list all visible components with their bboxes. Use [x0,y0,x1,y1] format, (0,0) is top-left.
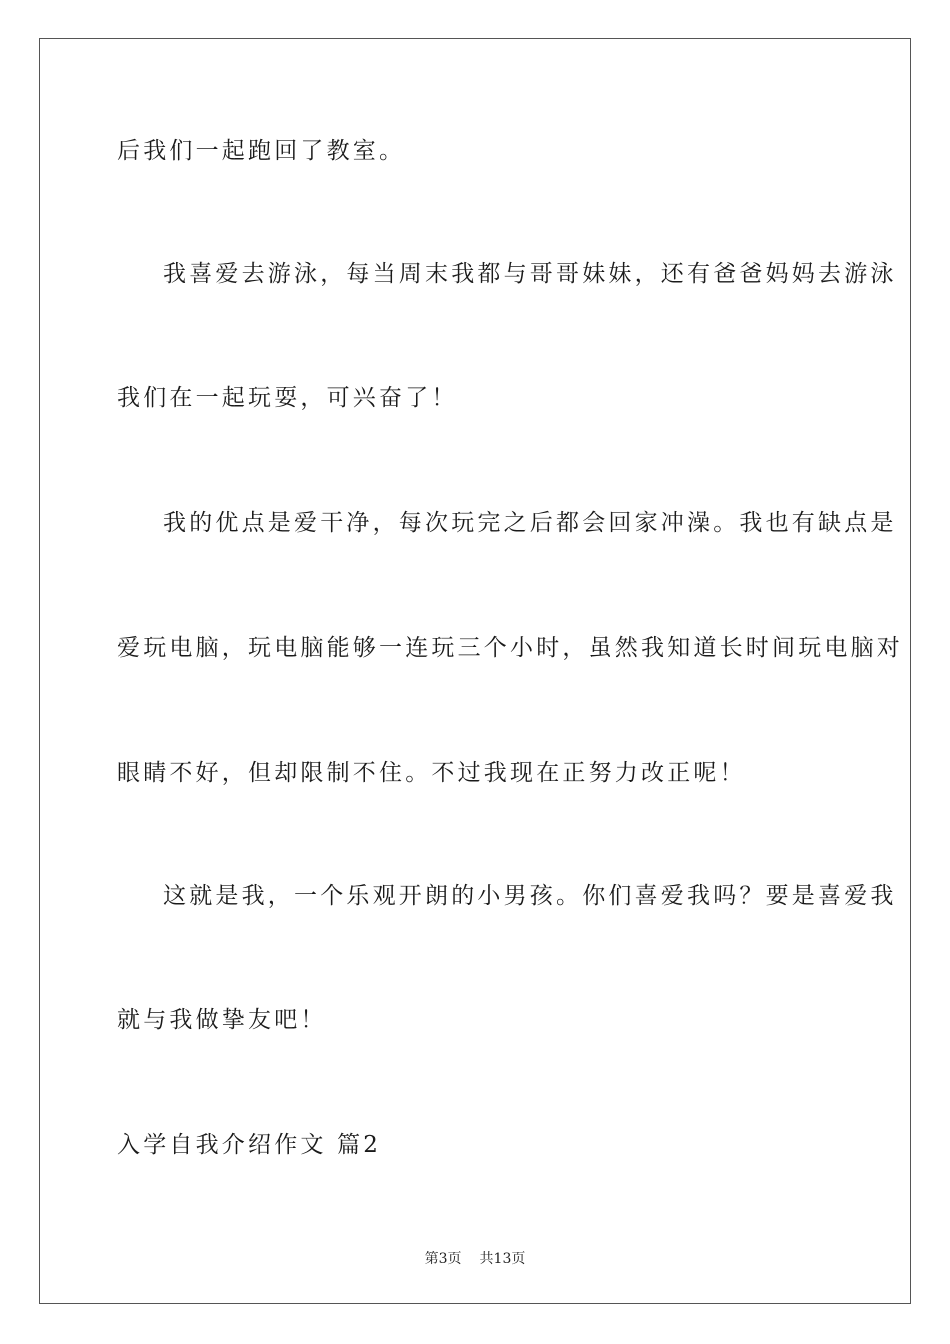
paragraph-start: 这就是我，一个乐观开朗的小男孩。你们喜爱我吗？要是喜爱我 [163,883,897,909]
paragraph-start: 我的优点是爱干净，每次玩完之后都会回家冲澡。我也有缺点是 [163,510,897,536]
page-total: 共13页 [479,1251,526,1267]
page-number: 第3页 [424,1251,462,1267]
page-footer [0,1248,950,1268]
text-line: 我们在一起玩耍，可兴奋了！ [117,385,458,411]
page-frame [39,38,911,1304]
paragraph-start: 我喜爱去游泳，每当周末我都与哥哥妹妹，还有爸爸妈妈去游泳 [163,261,897,287]
text-line: 就与我做挚友吧！ [117,1007,327,1033]
text-line: 爱玩电脑，玩电脑能够一连玩三个小时，虽然我知道长时间玩电脑对 [117,635,903,661]
text-line: 眼睛不好，但却限制不住。不过我现在正努力改正呢！ [117,760,746,786]
text-line: 后我们一起跑回了教室。 [117,138,406,164]
section-heading: 入学自我介绍作文 篇2 [117,1132,382,1158]
